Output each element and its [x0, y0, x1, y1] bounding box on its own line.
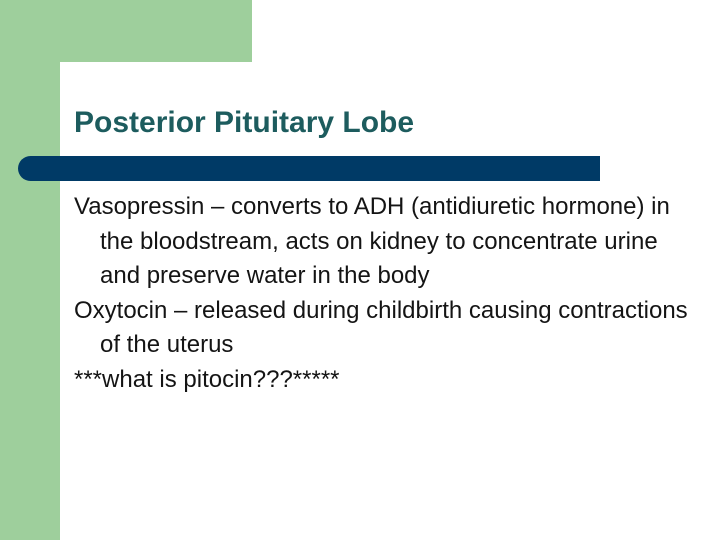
vasopressin-paragraph: Vasopressin – converts to ADH (antidiuretic hormone) in the bloodstream, acts on kidney to concentrate urine and preserve water in the body [74, 193, 670, 289]
title-underline-bar [18, 156, 600, 181]
green-side-band [0, 0, 60, 540]
green-top-band [0, 0, 252, 62]
oxytocin-paragraph: Oxytocin – released during childbirth causing contractions of the uterus [74, 296, 688, 358]
slide-body [74, 190, 694, 397]
slide-title: Posterior Pituitary Lobe [74, 106, 415, 139]
pitocin-question: ***what is pitocin???***** [74, 365, 340, 393]
